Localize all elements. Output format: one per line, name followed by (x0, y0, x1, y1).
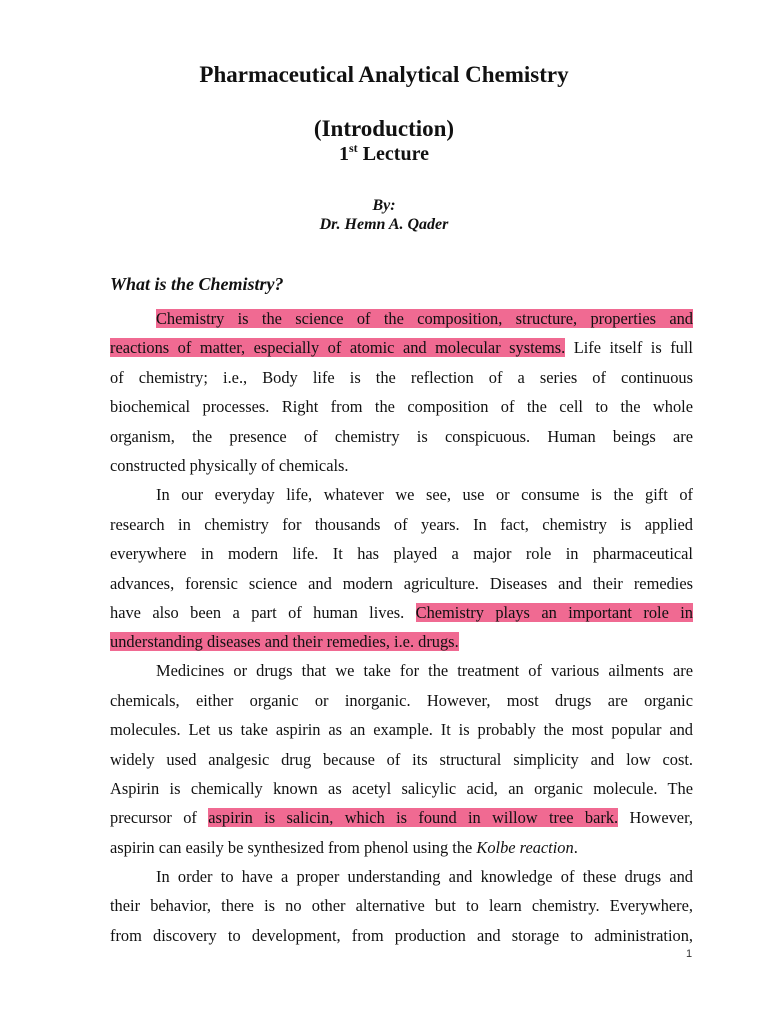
text-line: from discovery to development, from production and storage to administration, (110, 926, 693, 945)
highlighted-text: understanding diseases and their remedies, i.e. drugs. (110, 632, 459, 651)
text-line (110, 603, 693, 623)
text-line (110, 838, 693, 858)
lecture-word: Lecture (362, 143, 429, 165)
lecture-label (0, 143, 768, 166)
text-line (156, 309, 693, 329)
text-line: biochemical processes. Right from the composition of the cell to the whole (110, 397, 693, 416)
document-subtitle: (Introduction) (313, 116, 455, 141)
text-run: have also been a part of human lives. (110, 603, 416, 622)
lecture-ordinal-suffix: st (349, 141, 358, 155)
text-line: Aspirin is chemically known as acetyl salicylic acid, an organic molecule. The (110, 779, 693, 798)
section-heading: What is the Chemistry? (110, 274, 284, 294)
page-number: 1 (686, 948, 693, 960)
text-line: their behavior, there is no other alternative but to learn chemistry. Everywhere, (110, 896, 693, 915)
text-line: advances, forensic science and modern agriculture. Diseases and their remedies (110, 574, 693, 593)
text-line: In our everyday life, whatever we see, use or consume is the gift of (156, 485, 693, 504)
document-title: Pharmaceutical Analytical Chemistry (199, 62, 569, 87)
text-line: constructed physically of chemicals. (110, 456, 349, 475)
text-run: However, (618, 808, 693, 827)
highlighted-text: Chemistry plays an important role in (415, 603, 694, 622)
text-line (110, 632, 693, 652)
text-line: widely used analgesic drug because of its structural simplicity and low cost. (110, 750, 693, 769)
text-line (110, 338, 693, 358)
text-line: chemicals, either organic or inorganic. However, most drugs are organic (110, 691, 693, 710)
highlighted-text: Chemistry is the science of the composition, structure, properties and (156, 309, 693, 328)
text-line: Medicines or drugs that we take for the treatment of various ailments are (156, 661, 693, 680)
author-name: Dr. Hemn A. Qader (319, 216, 449, 233)
kolbe-reaction-term: Kolbe reaction (476, 838, 574, 857)
lecture-number: 1 (339, 143, 350, 165)
text-line: of chemistry; i.e., Body life is the reflection of a series of continuous (110, 368, 693, 387)
text-line: everywhere in modern life. It has played a major role in pharmaceutical (110, 544, 693, 563)
text-run: Life itself is full (565, 338, 693, 357)
text-line (110, 808, 693, 828)
highlighted-text: aspirin is salicin, which is found in willow tree bark. (208, 808, 619, 827)
text-run: . (573, 838, 578, 857)
text-line: In order to have a proper understanding and knowledge of these drugs and (156, 867, 693, 886)
text-run: precursor of (110, 808, 209, 827)
highlighted-text: reactions of matter, especially of atomic and molecular systems. (110, 338, 566, 357)
text-line: organism, the presence of chemistry is conspicuous. Human beings are (110, 427, 693, 446)
by-label: By: (372, 197, 396, 214)
text-line: molecules. Let us take aspirin as an example. It is probably the most popular and (110, 720, 693, 739)
text-line: research in chemistry for thousands of years. In fact, chemistry is applied (110, 515, 693, 534)
text-run: aspirin can easily be synthesized from phenol using the (110, 838, 477, 857)
